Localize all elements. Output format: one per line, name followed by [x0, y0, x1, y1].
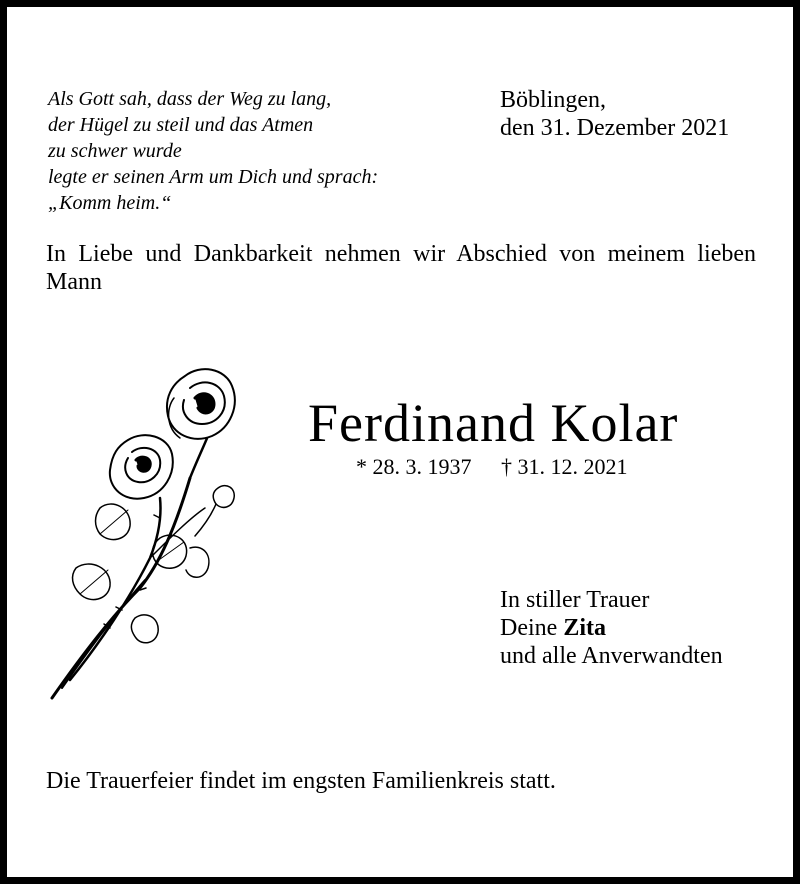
date: den 31. Dezember 2021	[500, 115, 730, 141]
poem-line: zu schwer wurde	[48, 140, 182, 162]
mourner-name: Zita	[563, 615, 606, 641]
mourners-block	[500, 586, 723, 670]
mourners-line: In stiller Trauer	[500, 587, 650, 613]
place: Böblingen,	[500, 87, 606, 113]
poem	[48, 86, 468, 216]
poem-line: Als Gott sah, dass der Weg zu lang,	[48, 88, 332, 110]
poem-line: der Hügel zu steil und das Atmen	[48, 114, 314, 136]
intro-text: In Liebe und Dankbarkeit nehmen wir Abschied von meinem lieben Mann	[46, 241, 756, 295]
poem-line: legte er seinen Arm um Dich und sprach:	[48, 166, 379, 188]
mourners-prefix: Deine	[500, 615, 558, 641]
mourners-line	[500, 614, 723, 642]
place-date	[500, 86, 729, 142]
mourners-line: und alle Anverwandten	[500, 643, 723, 669]
deceased-name: Ferdinand Kolar	[308, 393, 679, 453]
birth-date: * 28. 3. 1937	[356, 454, 472, 479]
death-date: † 31. 12. 2021	[501, 454, 628, 479]
funeral-note: Die Trauerfeier findet im engsten Familienkreis statt.	[46, 768, 556, 794]
poem-line: „Komm heim.“	[48, 192, 172, 214]
life-dates	[356, 453, 628, 481]
rose-drawing-icon	[40, 358, 240, 708]
